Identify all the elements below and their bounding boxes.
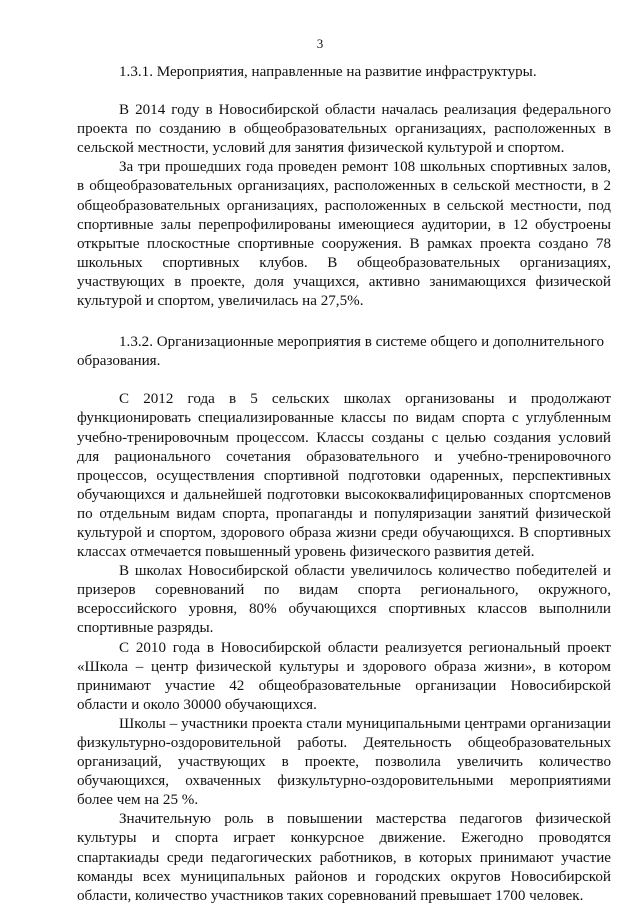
paragraph: Школы – участники проекта стали муниципальными центрами организации физкультурно-оздоровительной работы. Деятельность общеобразовательных организаций, участвующих в проекте, позволила увеличить количество обучающихся, охваченных физкультурно-оздоровительными мероприятиями более чем на 25 %.: [77, 715, 611, 809]
document-body: [77, 63, 611, 906]
section-heading-1-3-2: 1.3.2. Организационные мероприятия в системе общего и дополнительного образования.: [77, 334, 605, 370]
paragraph: В 2014 году в Новосибирской области началась реализация федерального проекта по созданию в общеобразовательных организациях, расположенных в сельской местности, условий для занятия физической культурой и спортом.: [77, 102, 611, 157]
paragraph: С 2010 года в Новосибирской области реализуется региональный проект «Школа – центр физической культуры и здорового образа жизни», в котором принимают участие 42 общеобразовательные организации Новосибирской области и около 30000 обучающихся.: [77, 639, 611, 713]
paragraph: С 2012 года в 5 сельских школах организованы и продолжают функционировать специализированные классы по видам спорта с углубленным учебно-тренировочным процессом. Классы созданы с целью создания условий для рационального сочетания образовательного и учебно-тренировочного процессов, осуществления спортивной подготовки одаренных, перспективных обучающихся и дальнейшей подготовки высококвалифицированных спортсменов по отдельным видам спорта, пропаганды и популяризации занятий физической культурой и спортом, здорового образа жизни среди обучающихся. В спортивных классах отмечается повышенный уровень физического развития детей.: [77, 391, 611, 561]
paragraph: Значительную роль в повышении мастерства педагогов физической культуры и спорта играет конкурсное движение. Ежегодно проводятся спартакиады среди педагогических работников, в которых принимают участие команды всех муниципальных районов и городских округов Новосибирской области, количество участников таких соревнований превышает 1700 человек.: [77, 811, 611, 904]
page-number: 3: [316, 36, 324, 51]
paragraph: За три прошедших года проведен ремонт 108 школьных спортивных залов, в общеобразовательных организациях, расположенных в сельской местности, в 2 общеобразовательных организациях, расположенных в сельской местности, под спортивные залы перепрофилированы имеющиеся аудитории, в 12 обустроены открытые плоскостные спортивные сооружения. В рамках проекта создано 78 школьных спортивных клубов. В общеобразовательных организациях, участвующих в проекте, доля учащихся, активно занимающихся физической культурой и спортом, увеличилась на 27,5%.: [77, 159, 611, 310]
paragraph: В школах Новосибирской области увеличилось количество победителей и призеров соревнований по видам спорта регионального, окружного, всероссийского уровня, 80% обучающихся спортивных классов выполнили спортивные разряды.: [77, 563, 611, 637]
section-heading-1-3-1: 1.3.1. Мероприятия, направленные на развитие инфраструктуры.: [119, 64, 537, 80]
